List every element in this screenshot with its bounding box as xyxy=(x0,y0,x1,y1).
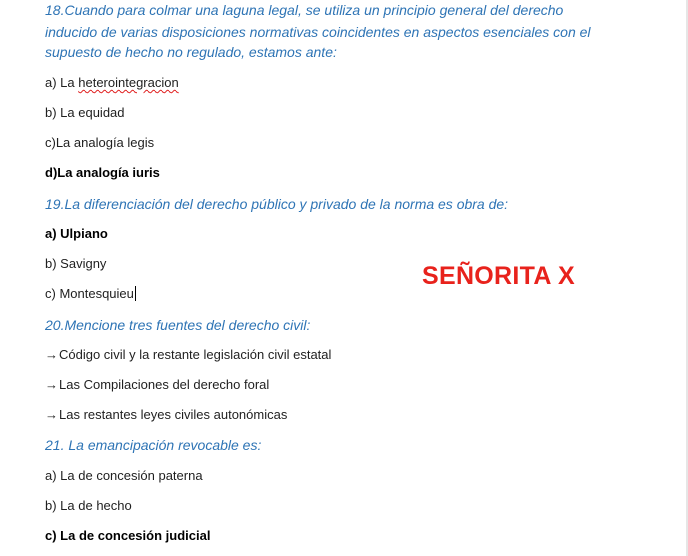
question-18-line-1: 18.Cuando para colmar una laguna legal, se utiliza un principio general del derecho xyxy=(45,2,564,18)
text-cursor xyxy=(135,286,136,301)
arrow-right-icon: → xyxy=(45,407,58,422)
answer-20-item-2-text: Las Compilaciones del derecho foral xyxy=(59,377,270,392)
question-18-line-3: supuesto de hecho no regulado, estamos ante: xyxy=(45,44,337,60)
answer-20-item-1-text: Código civil y la restante legislación civil estatal xyxy=(59,347,332,362)
answer-21-a: a) La de concesión paterna xyxy=(45,468,203,483)
answer-19-c xyxy=(45,286,136,302)
answer-19-c-text: c) Montesquieu xyxy=(45,286,134,301)
answer-18-a-prefix: a) La xyxy=(45,75,79,90)
answer-20-item-3-text: Las restantes leyes civiles autonómicas xyxy=(59,407,288,422)
answer-18-d-correct: d)La analogía iuris xyxy=(45,165,160,180)
answer-20-item-2 xyxy=(45,377,269,393)
answer-18-a xyxy=(45,75,179,91)
question-18-line-2: inducido de varias disposiciones normativas coincidentes en aspectos esenciales con el xyxy=(45,24,591,40)
arrow-right-icon: → xyxy=(45,377,58,392)
answer-18-c: c)La analogía legis xyxy=(45,135,155,150)
answer-20-item-1 xyxy=(45,347,331,363)
stamp-senorita-x: SEÑORITA X xyxy=(422,262,576,290)
answer-21-c-correct: c) La de concesión judicial xyxy=(45,528,211,543)
answer-21-b: b) La de hecho xyxy=(45,498,132,513)
answer-18-b: b) La equidad xyxy=(45,105,125,120)
answer-19-a-correct: a) Ulpiano xyxy=(45,226,108,241)
answer-20-item-3 xyxy=(45,407,287,423)
question-21: 21. La emancipación revocable es: xyxy=(45,437,262,453)
question-19: 19.La diferenciación del derecho público y privado de la norma es obra de: xyxy=(45,196,509,212)
question-20: 20.Mencione tres fuentes del derecho civil: xyxy=(45,317,311,333)
arrow-right-icon: → xyxy=(45,347,58,362)
spellcheck-word[interactable]: heterointegracion xyxy=(78,75,179,90)
answer-19-b: b) Savigny xyxy=(45,256,107,271)
